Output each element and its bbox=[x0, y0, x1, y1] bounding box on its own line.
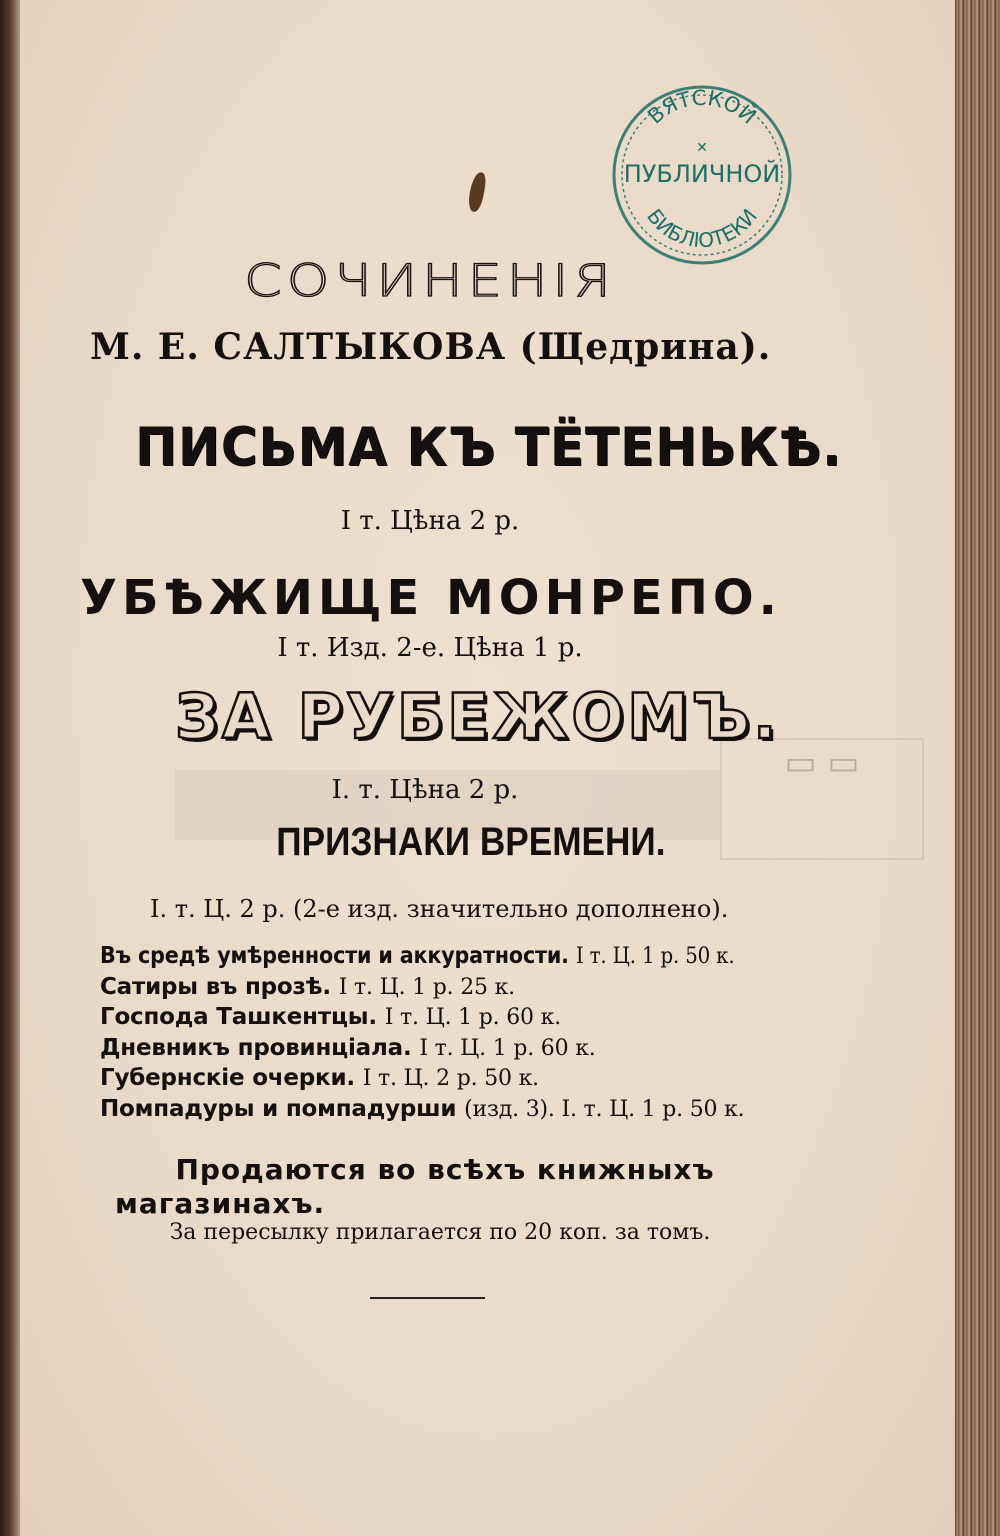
featured-price-2: I т. Изд. 2-е. Цѣна 1 р. bbox=[277, 633, 583, 663]
stamp-middle-text: ПУБЛИЧНОЙ bbox=[623, 160, 781, 188]
list-item bbox=[100, 1065, 800, 1096]
featured-price-4: I. т. Ц. 2 р. (2-е изд. значительно дополнено). bbox=[150, 895, 729, 923]
featured-price-3: I. т. Цѣна 2 р. bbox=[331, 775, 519, 805]
list-item bbox=[100, 1096, 800, 1127]
shipping-note: За пересылку прилагается по 20 коп. за томъ. bbox=[169, 1220, 711, 1245]
featured-title-4: ПРИЗНАКИ ВРЕМЕНИ. bbox=[276, 820, 666, 864]
availability-line-1: Продаются во всѣхъ книжныхъ bbox=[175, 1153, 715, 1186]
work-title: Помпадуры и помпадурши bbox=[100, 1095, 457, 1122]
work-price: I т. Ц. 1 р. 60 к. bbox=[419, 1035, 596, 1061]
works-list bbox=[100, 943, 800, 1126]
work-title: Губернскіе очерки. bbox=[100, 1065, 355, 1091]
divider-rule bbox=[370, 1297, 485, 1299]
list-item bbox=[100, 974, 800, 1005]
work-price: I т. Ц. 1 р. 50 к. bbox=[575, 944, 735, 969]
list-item bbox=[100, 943, 735, 974]
faded-library-stamp: ▭ ▭ bbox=[720, 738, 924, 860]
work-price: (изд. 3). I. т. Ц. 1 р. 50 к. bbox=[464, 1096, 745, 1122]
work-title: Сатиры въ прозѣ. bbox=[100, 973, 331, 1000]
stamp-top-text: ВЯТСКОЙ bbox=[643, 85, 761, 129]
work-price: I т. Ц. 1 р. 60 к. bbox=[384, 1005, 561, 1030]
list-item bbox=[100, 1035, 800, 1066]
list-item bbox=[100, 1004, 800, 1035]
featured-title-1: ПИСЬМА КЪ ТЁТЕНЬКѢ. bbox=[135, 416, 842, 478]
stamp-ornament: ✕ bbox=[696, 140, 708, 156]
work-price: I т. Ц. 1 р. 25 к. bbox=[338, 974, 515, 1000]
featured-title-2: УБѢЖИЩЕ МОНРЕПО. bbox=[80, 570, 782, 626]
availability-notice bbox=[115, 1153, 775, 1221]
work-price: I т. Ц. 2 р. 50 к. bbox=[362, 1066, 539, 1091]
availability-line-2: магазинахъ. bbox=[115, 1187, 326, 1220]
featured-price-1: I т. Цѣна 2 р. bbox=[340, 506, 520, 536]
stamp-bottom-text: БИБЛІОТЕКИ bbox=[642, 204, 762, 253]
work-title: Дневникъ провинціала. bbox=[100, 1034, 412, 1061]
collection-heading: СОЧИНЕНІЯ bbox=[244, 255, 616, 307]
work-title: Господа Ташкентцы. bbox=[100, 1004, 377, 1030]
featured-title-3: ЗА РУБЕЖОМЪ. bbox=[175, 680, 780, 753]
author-line: М. Е. САЛТЫКОВА (Щедрина). bbox=[90, 326, 772, 368]
work-title: Въ средѣ умѣренности и аккуратности. bbox=[100, 943, 569, 969]
